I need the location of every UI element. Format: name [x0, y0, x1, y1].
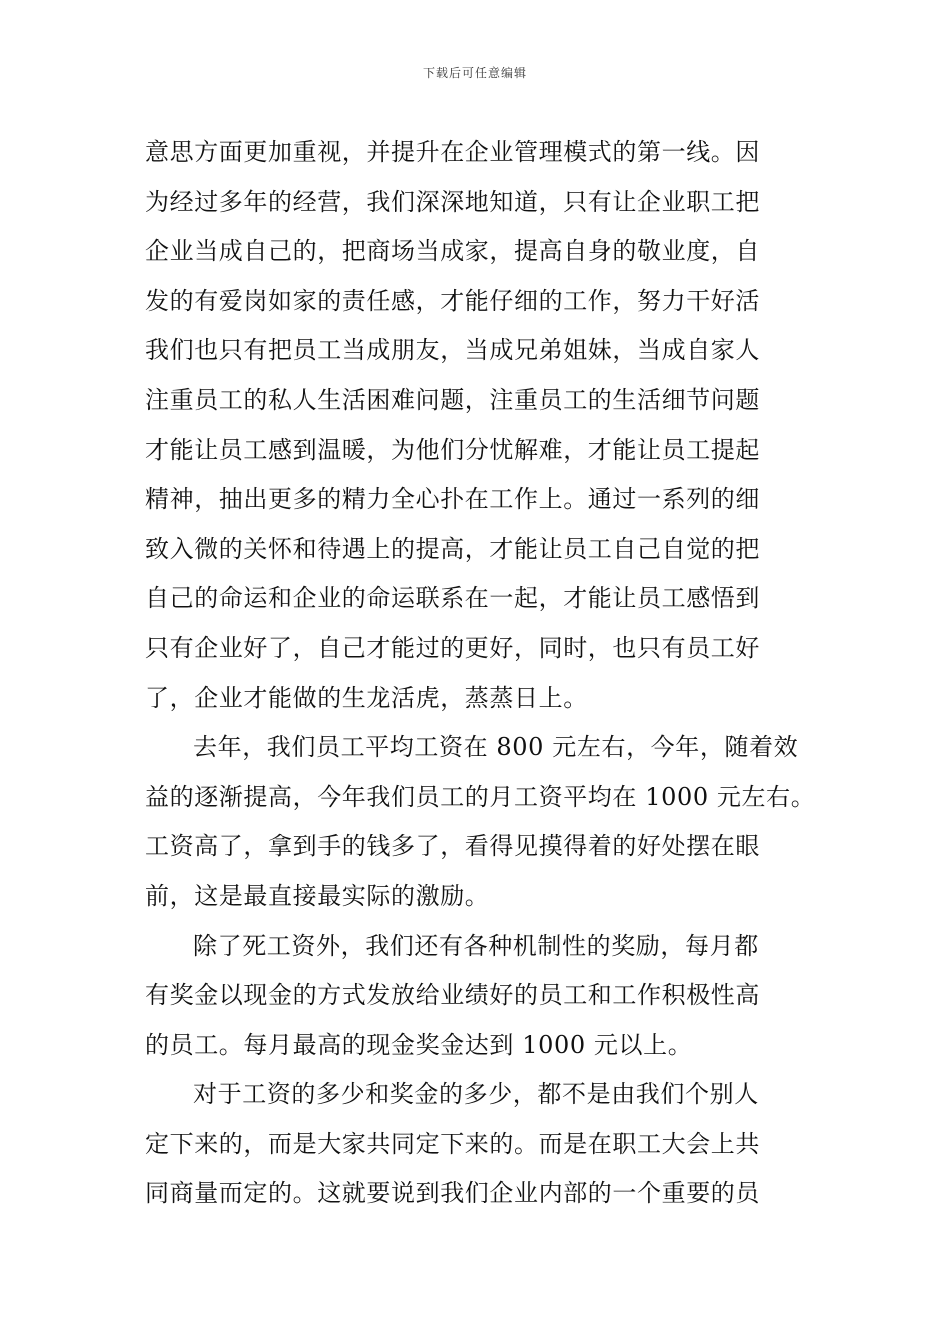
text-line: 才能让员工感到温暖，为他们分忧解难，才能让员工提起 [145, 435, 760, 464]
text-line: 只有企业好了，自己才能过的更好，同时，也只有员工好 [145, 633, 760, 662]
text-line: 发的有爱岗如家的责任感，才能仔细的工作，努力干好活 [145, 286, 760, 315]
text-line: 自己的命运和企业的命运联系在一起，才能让员工感悟到 [145, 584, 760, 613]
text-line: 意思方面更加重视，并提升在企业管理模式的第一线。因 [145, 138, 760, 166]
paragraph-first-line: 去年，我们员工平均工资在 800 元左右，今年，随着效 [193, 733, 799, 762]
text-line: 为经过多年的经营，我们深深地知道，只有让企业职工把 [145, 187, 760, 216]
text-line: 定下来的，而是大家共同定下来的。而是在职工大会上共 [145, 1129, 760, 1158]
text-line: 前，这是最直接最实际的激励。 [145, 881, 490, 910]
paragraph-first-line: 对于工资的多少和奖金的多少，都不是由我们个别人 [193, 1080, 759, 1109]
text-line: 的员工。每月最高的现金奖金达到 1000 元以上。 [145, 1030, 693, 1059]
text-line: 益的逐渐提高，今年我们员工的月工资平均在 1000 元左右。 [145, 782, 816, 811]
page-header: 下载后可任意编辑 [422, 66, 527, 80]
text-line: 有奖金以现金的方式发放给业绩好的员工和工作积极性高 [145, 981, 760, 1010]
text-line: 我们也只有把员工当成朋友，当成兄弟姐妹，当成自家人 [145, 336, 760, 365]
text-line: 精神，抽出更多的精力全心扑在工作上。通过一系列的细 [145, 485, 760, 514]
text-line: 企业当成自己的，把商场当成家，提高自身的敬业度，自 [145, 237, 760, 266]
text-line: 同商量而定的。这就要说到我们企业内部的一个重要的员 [145, 1179, 760, 1208]
text-line: 注重员工的私人生活困难问题，注重员工的生活细节问题 [145, 385, 760, 414]
text-line: 工资高了，拿到手的钱多了，看得见摸得着的好处摆在眼 [145, 832, 760, 861]
document-body [145, 128, 825, 1219]
paragraph-first-line: 除了死工资外，我们还有各种机制性的奖励，每月都 [193, 931, 759, 960]
text-line: 致入微的关怀和待遇上的提高，才能让员工自己自觉的把 [145, 534, 760, 563]
text-line: 了，企业才能做的生龙活虎，蒸蒸日上。 [145, 683, 588, 712]
